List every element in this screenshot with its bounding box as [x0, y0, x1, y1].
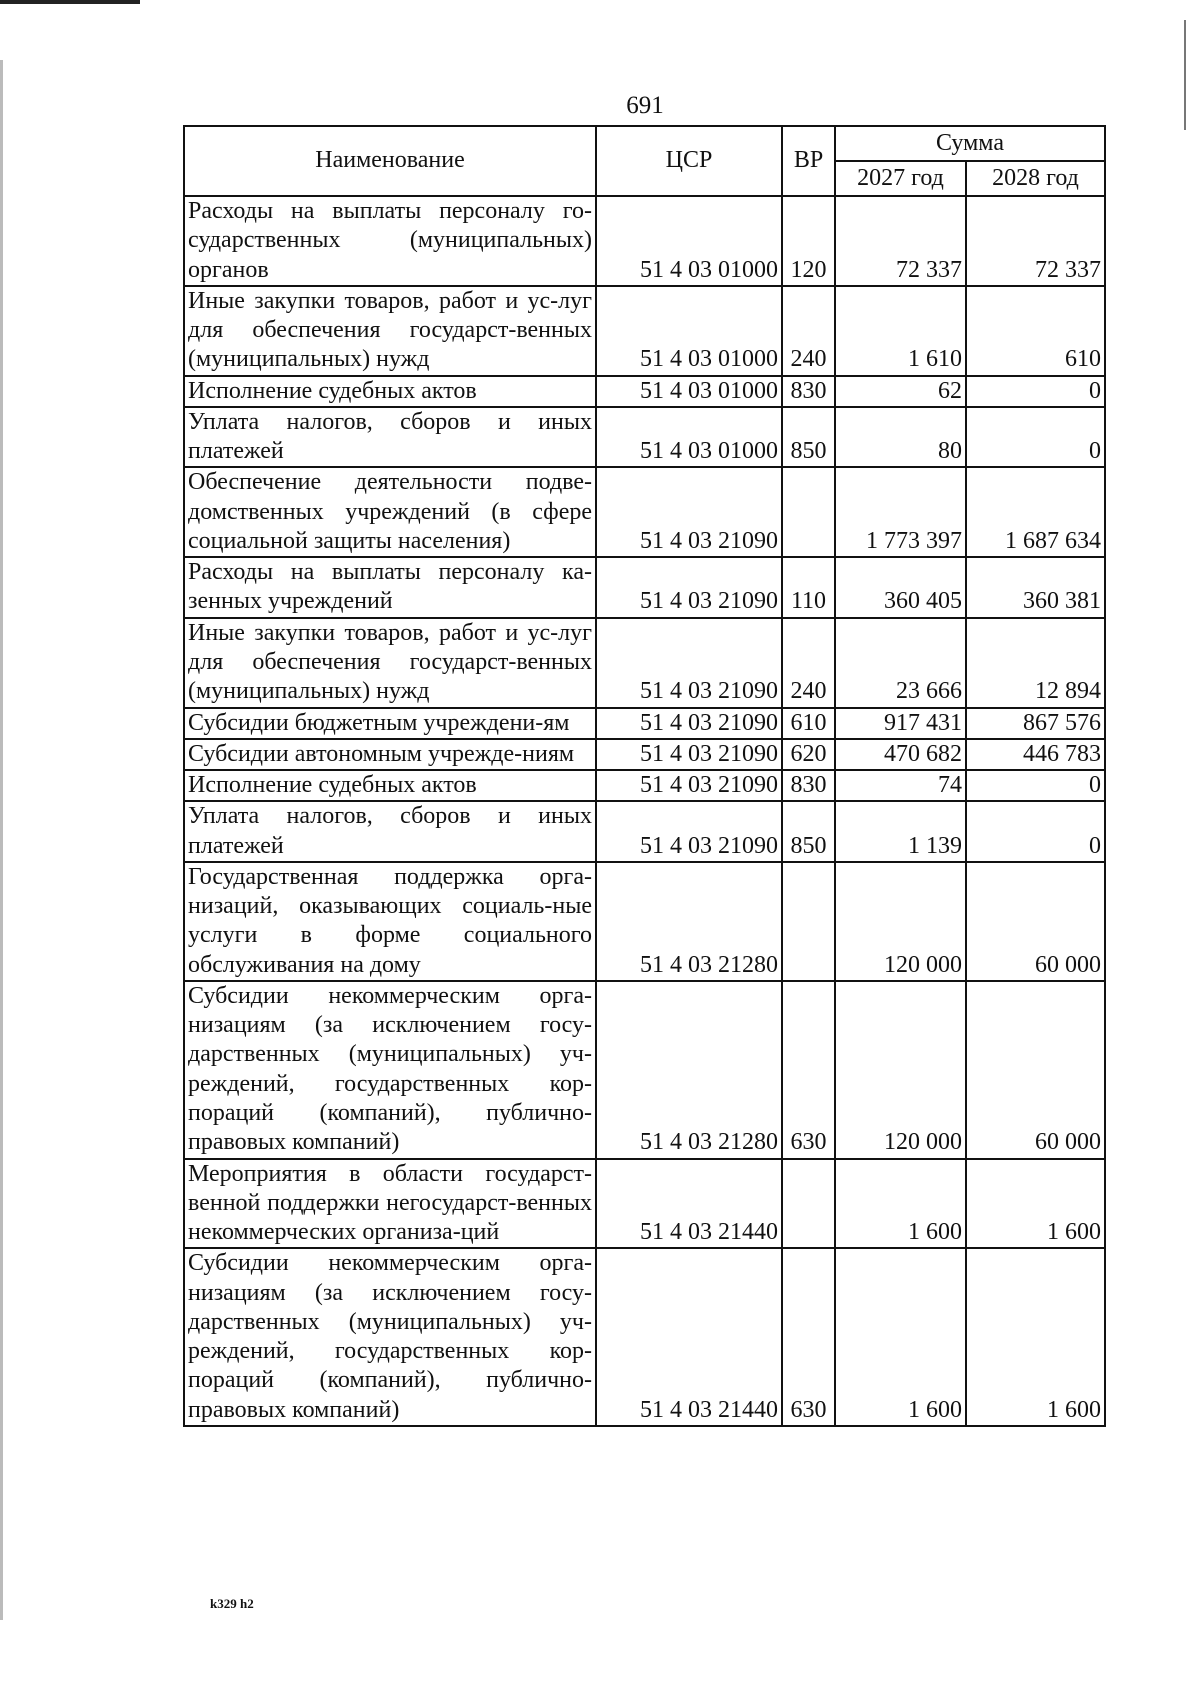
table-row — [184, 770, 1105, 801]
table-body — [184, 196, 1105, 1426]
table-row — [184, 557, 1105, 618]
row-sum-2027: 1 773 397 — [835, 467, 966, 557]
row-sum-2028: 60 000 — [966, 981, 1105, 1159]
footer-code: k329 h2 — [210, 1596, 254, 1611]
row-sum-2028: 610 — [966, 286, 1105, 376]
row-name: Государственная поддержка орга-низаций, оказывающих социаль-ные услуги в форме социального обслуживания на дому — [184, 862, 596, 981]
row-vr: 830 — [782, 376, 835, 407]
row-vr — [782, 1159, 835, 1249]
row-vr — [782, 467, 835, 557]
header-year-2027: 2027 год — [835, 161, 966, 196]
row-sum-2028: 72 337 — [966, 196, 1105, 286]
table-row — [184, 1159, 1105, 1249]
header-csr: ЦСР — [596, 126, 782, 196]
row-sum-2028: 0 — [966, 376, 1105, 407]
row-vr: 110 — [782, 557, 835, 618]
row-sum-2028: 867 576 — [966, 708, 1105, 739]
row-name: Субсидии некоммерческим орга-низациям (за исключением госу-дарственных (муниципальных) уч-реждений, государственных кор-пораций (компаний), публично-правовых компаний) — [184, 981, 596, 1159]
row-sum-2027: 1 610 — [835, 286, 966, 376]
row-sum-2027: 360 405 — [835, 557, 966, 618]
row-vr — [782, 862, 835, 981]
row-csr: 51 4 03 21090 — [596, 467, 782, 557]
table-row — [184, 708, 1105, 739]
row-vr: 830 — [782, 770, 835, 801]
row-sum-2028: 360 381 — [966, 557, 1105, 618]
row-name: Уплата налогов, сборов и иных платежей — [184, 801, 596, 862]
table-row — [184, 981, 1105, 1159]
row-sum-2027: 470 682 — [835, 739, 966, 770]
row-sum-2027: 120 000 — [835, 862, 966, 981]
row-csr: 51 4 03 21280 — [596, 981, 782, 1159]
row-sum-2028: 0 — [966, 801, 1105, 862]
row-name: Субсидии автономным учрежде-ниям — [184, 739, 596, 770]
table-row — [184, 196, 1105, 286]
table-row — [184, 1248, 1105, 1426]
row-csr: 51 4 03 21090 — [596, 739, 782, 770]
row-sum-2028: 0 — [966, 407, 1105, 468]
row-sum-2028: 60 000 — [966, 862, 1105, 981]
row-sum-2027: 74 — [835, 770, 966, 801]
row-vr: 630 — [782, 1248, 835, 1426]
header-name: Наименование — [184, 126, 596, 196]
row-vr: 850 — [782, 407, 835, 468]
row-sum-2027: 1 600 — [835, 1159, 966, 1249]
row-name: Расходы на выплаты персоналу ка-зенных учреждений — [184, 557, 596, 618]
table-row — [184, 618, 1105, 708]
row-name: Субсидии некоммерческим орга-низациям (за исключением госу-дарственных (муниципальных) уч-реждений, государственных кор-пораций (компаний), публично-правовых компаний) — [184, 1248, 596, 1426]
row-sum-2028: 446 783 — [966, 739, 1105, 770]
row-sum-2027: 1 139 — [835, 801, 966, 862]
row-name: Обеспечение деятельности подве-домственных учреждений (в сфере социальной защиты населения) — [184, 467, 596, 557]
row-vr: 240 — [782, 286, 835, 376]
row-name: Субсидии бюджетным учреждени-ям — [184, 708, 596, 739]
scan-edge-left — [0, 60, 3, 1620]
row-sum-2028: 1 687 634 — [966, 467, 1105, 557]
table-row — [184, 286, 1105, 376]
row-sum-2028: 0 — [966, 770, 1105, 801]
table-row — [184, 467, 1105, 557]
table-header — [184, 126, 1105, 196]
scan-edge-top — [0, 0, 140, 4]
row-vr: 240 — [782, 618, 835, 708]
row-csr: 51 4 03 21090 — [596, 770, 782, 801]
row-csr: 51 4 03 21440 — [596, 1248, 782, 1426]
row-csr: 51 4 03 01000 — [596, 286, 782, 376]
row-sum-2027: 23 666 — [835, 618, 966, 708]
row-sum-2027: 1 600 — [835, 1248, 966, 1426]
row-csr: 51 4 03 01000 — [596, 196, 782, 286]
row-sum-2028: 12 894 — [966, 618, 1105, 708]
row-vr: 620 — [782, 739, 835, 770]
table-row — [184, 407, 1105, 468]
row-name: Иные закупки товаров, работ и ус-луг для обеспечения государст-венных (муниципальных) нужд — [184, 618, 596, 708]
row-csr: 51 4 03 21280 — [596, 862, 782, 981]
table-row — [184, 801, 1105, 862]
row-name: Иные закупки товаров, работ и ус-луг для обеспечения государст-венных (муниципальных) нужд — [184, 286, 596, 376]
row-name: Исполнение судебных актов — [184, 376, 596, 407]
row-sum-2028: 1 600 — [966, 1248, 1105, 1426]
row-sum-2027: 72 337 — [835, 196, 966, 286]
row-vr: 630 — [782, 981, 835, 1159]
row-csr: 51 4 03 21440 — [596, 1159, 782, 1249]
row-vr: 850 — [782, 801, 835, 862]
row-csr: 51 4 03 21090 — [596, 618, 782, 708]
row-name: Расходы на выплаты персоналу го-сударственных (муниципальных) органов — [184, 196, 596, 286]
row-sum-2028: 1 600 — [966, 1159, 1105, 1249]
header-year-2028: 2028 год — [966, 161, 1105, 196]
row-csr: 51 4 03 21090 — [596, 708, 782, 739]
row-name: Уплата налогов, сборов и иных платежей — [184, 407, 596, 468]
row-csr: 51 4 03 01000 — [596, 407, 782, 468]
row-csr: 51 4 03 01000 — [596, 376, 782, 407]
row-vr: 610 — [782, 708, 835, 739]
table-row — [184, 862, 1105, 981]
page-number: 691 — [626, 92, 664, 119]
table-row — [184, 376, 1105, 407]
header-vr: ВР — [782, 126, 835, 196]
row-name: Исполнение судебных актов — [184, 770, 596, 801]
row-vr: 120 — [782, 196, 835, 286]
row-name: Мероприятия в области государст-венной поддержки негосударст-венных некоммерческих организа-ций — [184, 1159, 596, 1249]
row-sum-2027: 120 000 — [835, 981, 966, 1159]
row-sum-2027: 80 — [835, 407, 966, 468]
row-sum-2027: 62 — [835, 376, 966, 407]
header-sum: Сумма — [835, 126, 1105, 161]
row-csr: 51 4 03 21090 — [596, 801, 782, 862]
budget-table — [183, 125, 1106, 1427]
table-row — [184, 739, 1105, 770]
row-csr: 51 4 03 21090 — [596, 557, 782, 618]
row-sum-2027: 917 431 — [835, 708, 966, 739]
